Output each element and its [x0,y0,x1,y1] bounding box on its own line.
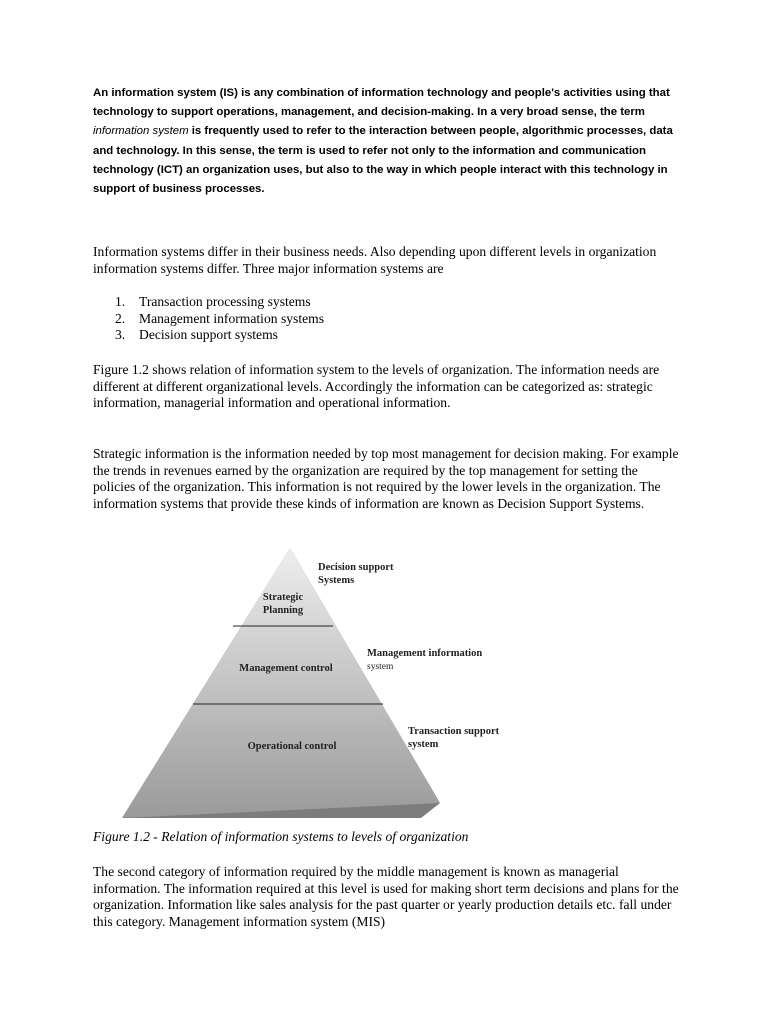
paragraph-figure-intro: Figure 1.2 shows relation of information system to the levels of organization. The information needs are different at different organizational levels. Accordingly the information can be categorized as: strategic information, managerial information and operational information. [93,362,660,411]
level-strategic-line2: Planning [262,605,304,616]
list-number: 3. [115,327,126,343]
paragraph-managerial-information: The second category of information required by the middle management is known as managerial information. The information required at this level is used for making short term decisions and plans for the organization. Information like sales analysis for the past quarter or yearly production details etc. fall under this category. Management information system (MIS) [93,864,679,930]
label-dss-line1: Decision support [318,562,394,573]
label-mis-line1: Management information [367,648,483,659]
list-text: Decision support systems [139,327,278,343]
intro-text-part1: An information system (IS) is any combination of information technology and people's activities using that technology to support operations, management, and decision-making. In a very broad sense, the term [93,87,670,119]
label-mis-line2: system [367,662,394,672]
list-number: 2. [115,310,126,326]
list-text: Transaction processing systems [139,294,311,309]
intro-emphasis: information system [93,125,189,138]
intro-text-part2: is frequently used to refer to the interaction between people, algorithmic processes, data and technology. In this sense, the term is used to refer not only to the information and communication technology (ICT) an organization uses, but also to the way in which people interact with this technology in support of business processes. [93,125,673,196]
pyramid-diagram [115,548,515,823]
intro-paragraph [93,84,673,199]
list-item [115,294,324,311]
list-item [115,311,324,328]
paragraph-strategic-information: Strategic information is the information needed by top most management for decision making. For example the trends in revenues earned by the organization are required by the top management for setting the policies of the organization. This information is not required by the lower levels in the organization. The information systems that provide these kinds of information are known as Decision Support Systems. [93,446,679,512]
level-operational-control: Operational control [247,741,337,752]
systems-list [115,294,324,344]
list-text: Management information systems [139,310,324,326]
level-strategic-line1: Strategic [262,592,304,603]
pyramid-figure [115,548,515,823]
paragraph-information-systems-differ: Information systems differ in their business needs. Also depending upon different levels in organization information systems differ. Three major information systems are [93,244,657,276]
label-tss-line2: system [408,739,439,750]
list-item [115,327,324,344]
list-number: 1. [115,294,126,309]
level-management-control: Management control [239,663,333,674]
pyramid-front-face [122,548,440,818]
label-dss-line2: Systems [318,575,355,586]
figure-caption: Figure 1.2 - Relation of information systems to levels of organization [93,829,469,844]
label-tss-line1: Transaction support [408,726,500,737]
